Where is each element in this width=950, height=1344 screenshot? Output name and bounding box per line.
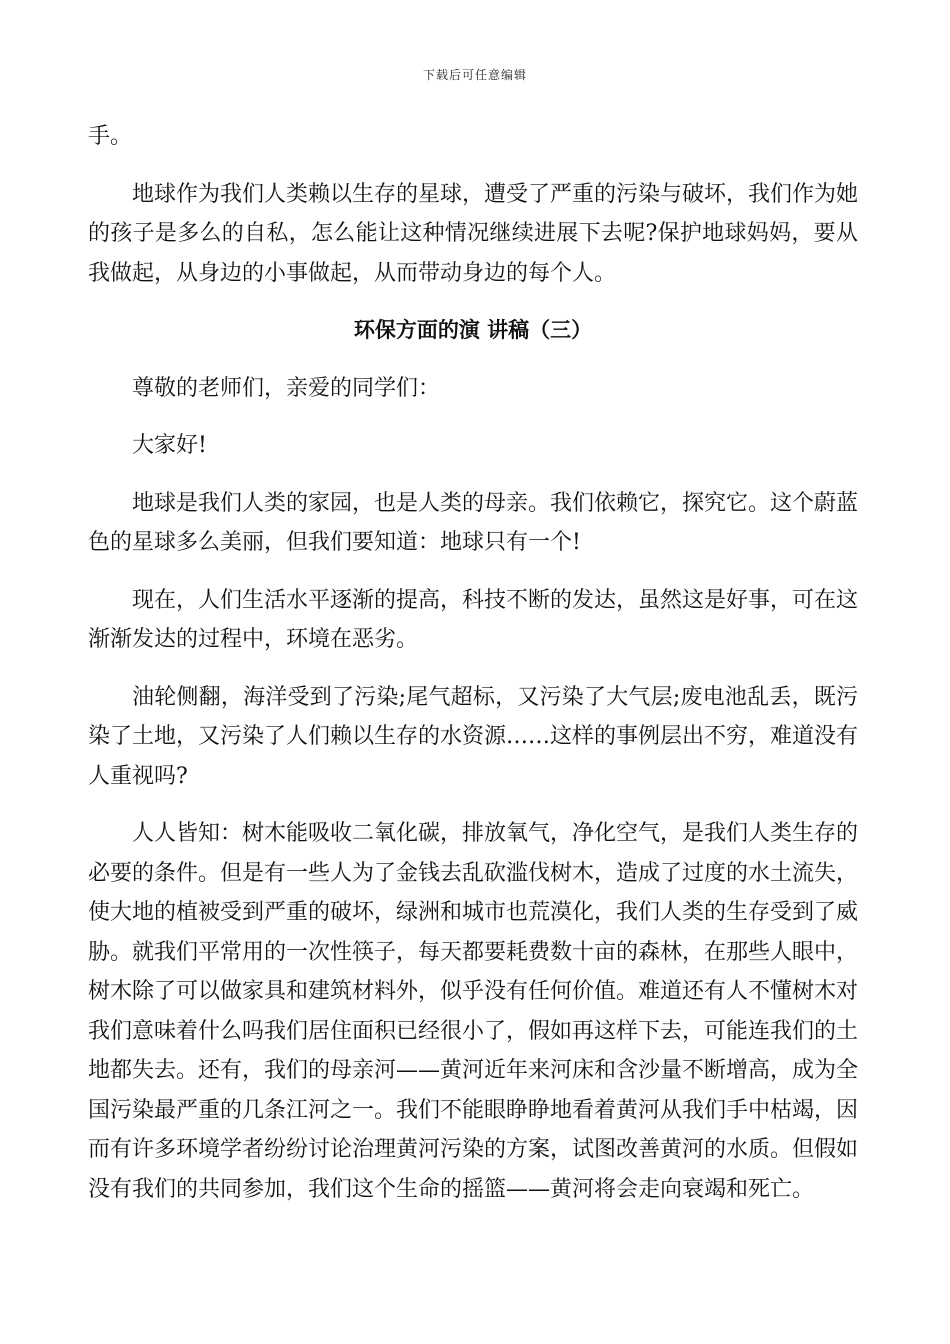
salutation: 尊敬的老师们，亲爱的同学们： (132, 375, 441, 401)
speech-title: 环保方面的演 讲稿（三） (353, 318, 593, 342)
greeting: 大家好! (132, 433, 207, 458)
paragraph-earth-home: 地球是我们人类的家园，也是人类的母亲。我们依赖它，探究它。这个蔚蓝色的星球多么美丽，但我们要知道：地球只有一个! (88, 490, 859, 555)
paragraph-protect-earth: 地球作为我们人类赖以生存的星球，遭受了严重的污染与破坏，我们作为她的孩子是多么的自私，怎么能让这种情况继续进展下去呢?保护地球妈妈，要从我做起，从身边的小事做起，从而带动身边的每个人。 (88, 181, 859, 286)
paragraph-trees-yellow-river: 人人皆知：树木能吸收二氧化碳，排放氧气，净化空气，是我们人类生存的必要的条件。但是有一些人为了金钱去乱砍滥伐树木，造成了过度的水土流失，使大地的植被受到严重的破坏，绿洲和城市也荒漠化，我们人类的生存受到了威胁。就我们平常用的一次性筷子，每天都要耗费数十亩的森林，在那些人眼中，树木除了可以做家具和建筑材料外，似乎没有任何价值。难道还有人不懂树木对我们意味着什么吗我们居住面积已经很小了，假如再这样下去，可能连我们的土地都失去。还有，我们的母亲河——黄河近年来河床和含沙量不断增高，成为全国污染最严重的几条江河之一。我们不能眼睁睁地看着黄河从我们手中枯竭，因而有许多环境学者纷纷讨论治理黄河污染的方案，试图改善黄河的水质。但假如没有我们的共同参加，我们这个生命的摇篮——黄河将会走向衰竭和死亡。 (88, 821, 859, 1202)
paragraph-continuation: 手。 (88, 124, 133, 149)
page-header-note: 下载后可任意编辑 (422, 68, 527, 82)
paragraph-pollution-examples: 油轮侧翻，海洋受到了污染;尾气超标，又污染了大气层;废电池乱丢，既污染了土地，又污染了人们赖以生存的水资源……这样的事例层出不穷，难道没有人重视吗? (88, 684, 859, 789)
paragraph-living-standards: 现在，人们生活水平逐渐的提高，科技不断的发达，虽然这是好事，可在这渐渐发达的过程中，环境在恶劣。 (88, 587, 859, 652)
document-body (88, 117, 858, 1209)
